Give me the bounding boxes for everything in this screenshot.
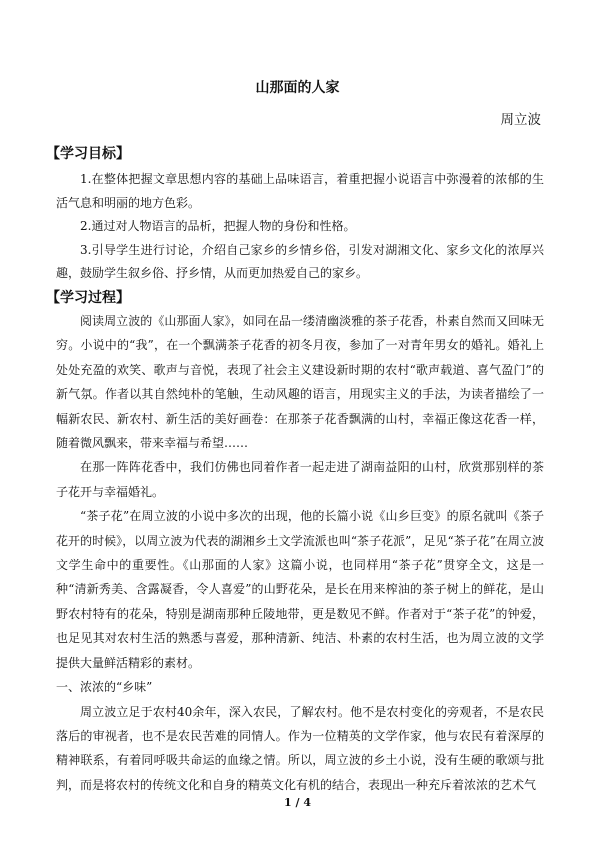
body-paragraph: 在那一阵阵花香中，我们仿佛也同着作者一起走进了湖南益阳的山村，欣赏那别样的茶子花开与幸福婚礼。 (56, 460, 544, 499)
goals-list (56, 168, 544, 286)
body-paragraph: 阅读周立波的《山那面人家》，如同在品一缕清幽淡雅的茶子花香，朴素自然而又回味无穷。小说中的“我”，在一个飘满茶子花香的初冬月夜，参加了一对青年男女的婚礼。婚礼上处处充盈的欢笑、歌声与音悦，表现了社会主义建设新时期的农村“歌声载道、喜气盈门”的新气氛。作者以其自然纯朴的笔触，生动风趣的语言，用现实主义的手法，为读者描绘了一幅新农民、新农村、新生活的美好画卷：在那茶子花香飘满的山村，幸福正像这花香一样，随着微风飘来，带来幸福与希望…… (56, 314, 544, 451)
body-paragraph: “茶子花”在周立波的小说中多次的出现，他的长篇小说《山乡巨变》的原名就叫《茶子花开的时候》，以周立波为代表的湖湘乡土文学流派也叫“茶子花派”，足见“茶子花”在周立波文学生命中的重要性。《山那面的人家》这篇小说，也同样用“茶子花”贯穿全文，这是一种“清新秀美、含露凝香，令人喜爱”的山野花朵，是长在用来榨油的茶子树上的鲜花，是山野农村特有的花朵，特别是湖南那种丘陵地带，更是数见不鲜。作者对于“茶子花”的钟爱，也足见其对农村生活的熟悉与喜爱，那种清新、纯洁、朴素的农村生活，也为周立波的文学提供大量鲜活精彩的素材。 (56, 509, 544, 670)
process-heading: 【学习过程】 (46, 290, 130, 306)
section-title: 一、浓浓的“乡味” (56, 680, 153, 695)
body-paragraph: 周立波立足于农村40余年，深入农民，了解农村。他不是农村变化的旁观者，不是农民落后的审视者，也不是农民苦难的同情人。作为一位精英的文学作家，他与农民有着深厚的精神联系，有着同呼吸共命运的血缘之情。所以，周立波的乡土小说，没有生硬的歌颂与批判，而是将农村的传统文化和自身的精英文化有机的结合，表现出一种充斥着浓浓的艺术气 (56, 704, 544, 792)
goal-item: 3.引导学生进行讨论，介绍自己家乡的乡情乡俗，引发对湖湘文化、家乡文化的浓厚兴趣，鼓励学生叙乡俗、抒乡情，从而更加热爱自己的家乡。 (56, 242, 544, 281)
goal-item: 1.在整体把握文章思想内容的基础上品味语言，着重把握小说语言中弥漫着的浓郁的生活气息和明丽的地方色彩。 (56, 172, 544, 210)
goals-heading: 【学习目标】 (46, 146, 130, 162)
page-number: 1 / 4 (284, 796, 311, 809)
process-body (56, 309, 544, 797)
document-author: 周立波 (500, 112, 541, 128)
goal-item: 2.通过对人物语言的品析，把握人物的身份和性格。 (80, 219, 356, 234)
document-title: 山那面的人家 (255, 80, 340, 96)
